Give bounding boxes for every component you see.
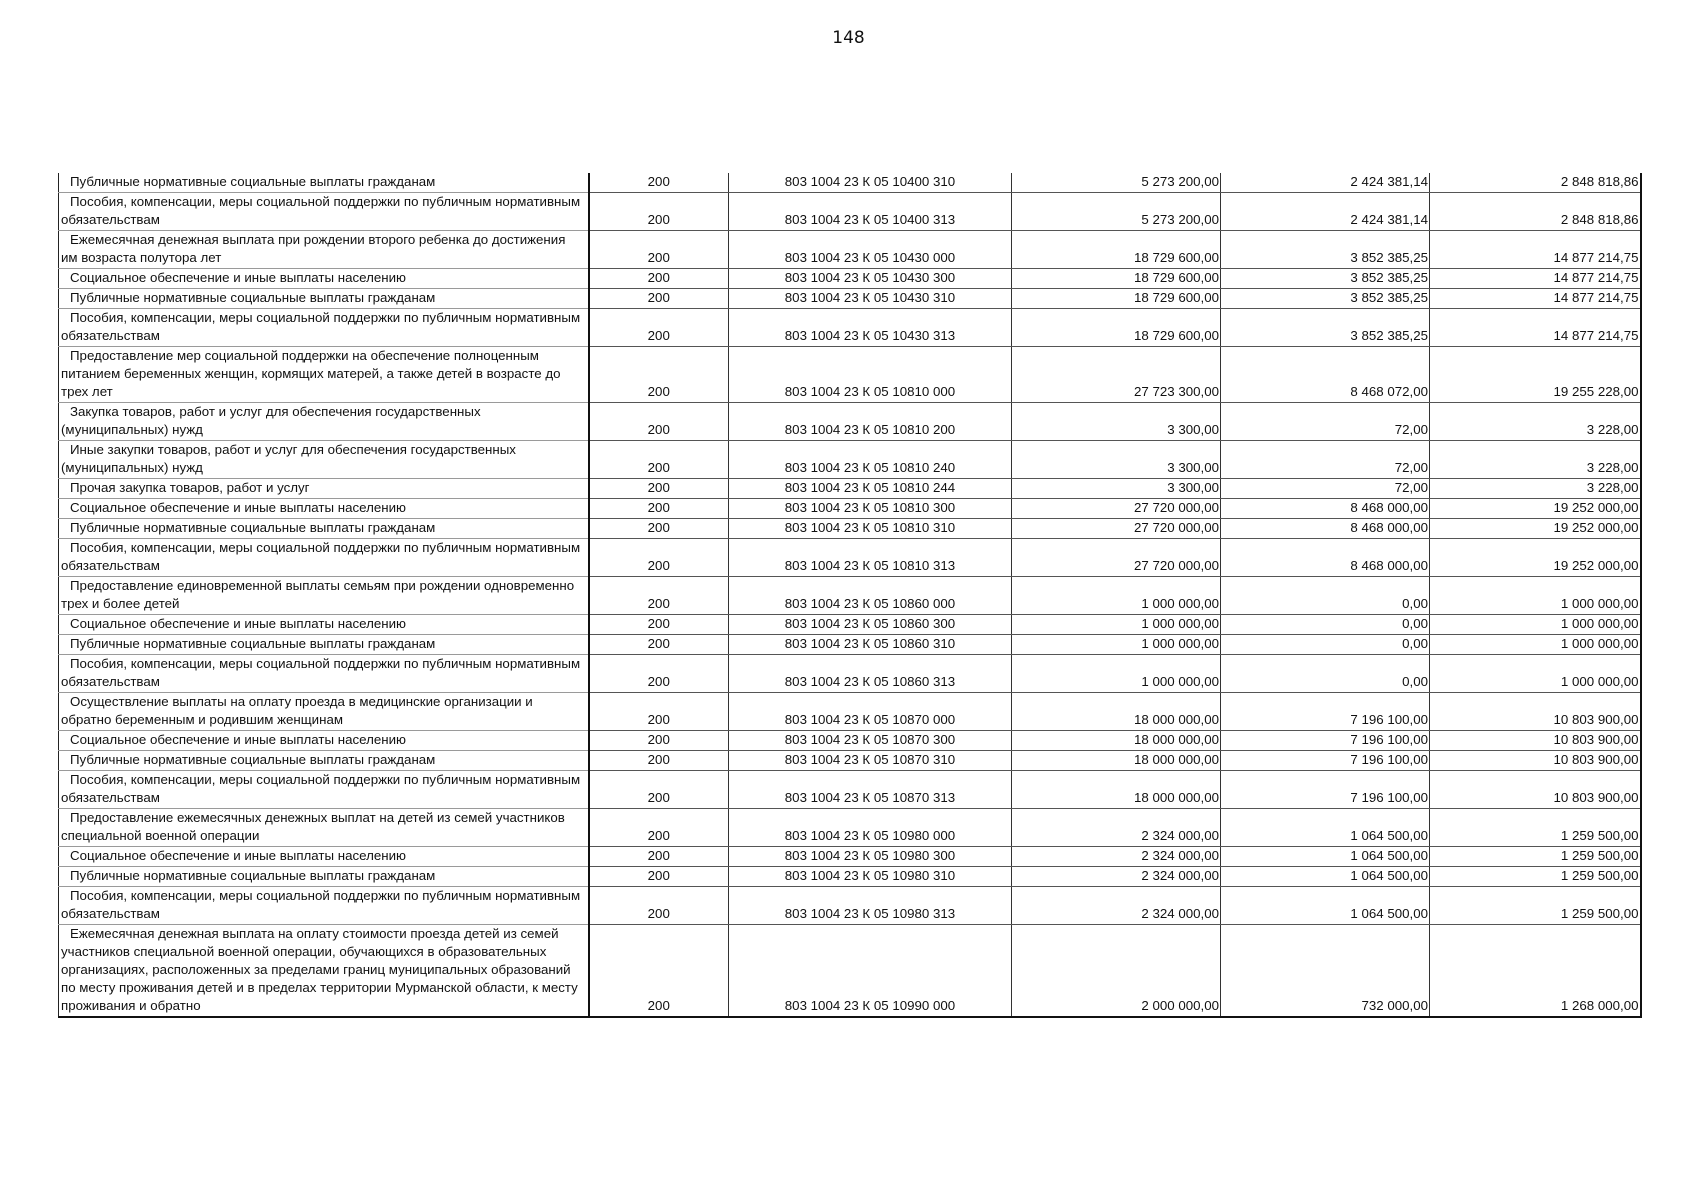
row-classification-cell: 803 1004 23 К 05 10870 000 bbox=[729, 693, 1012, 731]
row-approved-cell: 1 000 000,00 bbox=[1012, 615, 1221, 635]
page-number: 148 bbox=[832, 28, 865, 48]
table-row bbox=[59, 441, 1641, 479]
row-classification-cell: 803 1004 23 К 05 10810 300 bbox=[729, 499, 1012, 519]
row-line-code-cell: 200 bbox=[589, 309, 729, 347]
row-line-code-cell: 200 bbox=[589, 289, 729, 309]
row-name-cell: Предоставление единовременной выплаты семьям при рождении одновременно трех и более детей bbox=[59, 577, 589, 615]
row-approved-cell: 2 000 000,00 bbox=[1012, 925, 1221, 1018]
row-executed-cell: 1 064 500,00 bbox=[1221, 867, 1430, 887]
table-row bbox=[59, 193, 1641, 231]
row-executed-cell: 0,00 bbox=[1221, 635, 1430, 655]
row-executed-cell: 1 064 500,00 bbox=[1221, 887, 1430, 925]
row-line-code-cell: 200 bbox=[589, 173, 729, 193]
row-executed-cell: 2 424 381,14 bbox=[1221, 193, 1430, 231]
row-line-code-cell: 200 bbox=[589, 655, 729, 693]
row-classification-cell: 803 1004 23 К 05 10810 244 bbox=[729, 479, 1012, 499]
row-executed-cell: 3 852 385,25 bbox=[1221, 309, 1430, 347]
row-name-cell: Публичные нормативные социальные выплаты гражданам bbox=[59, 867, 589, 887]
row-executed-cell: 7 196 100,00 bbox=[1221, 693, 1430, 731]
row-unexecuted-cell: 1 000 000,00 bbox=[1430, 615, 1641, 635]
row-executed-cell: 8 468 000,00 bbox=[1221, 499, 1430, 519]
row-unexecuted-cell: 1 259 500,00 bbox=[1430, 887, 1641, 925]
row-name-cell: Социальное обеспечение и иные выплаты населению bbox=[59, 269, 589, 289]
row-classification-cell: 803 1004 23 К 05 10430 000 bbox=[729, 231, 1012, 269]
row-name-cell: Социальное обеспечение и иные выплаты населению bbox=[59, 731, 589, 751]
row-line-code-cell: 200 bbox=[589, 403, 729, 441]
row-classification-cell: 803 1004 23 К 05 10400 310 bbox=[729, 173, 1012, 193]
row-executed-cell: 3 852 385,25 bbox=[1221, 269, 1430, 289]
row-name-cell: Пособия, компенсации, меры социальной поддержки по публичным нормативным обязательствам bbox=[59, 887, 589, 925]
row-line-code-cell: 200 bbox=[589, 231, 729, 269]
row-name-cell: Ежемесячная денежная выплата при рождении второго ребенка до достижения им возраста полутора лет bbox=[59, 231, 589, 269]
row-approved-cell: 2 324 000,00 bbox=[1012, 809, 1221, 847]
row-unexecuted-cell: 14 877 214,75 bbox=[1430, 231, 1641, 269]
row-executed-cell: 2 424 381,14 bbox=[1221, 173, 1430, 193]
row-classification-cell: 803 1004 23 К 05 10430 310 bbox=[729, 289, 1012, 309]
row-name-cell: Пособия, компенсации, меры социальной поддержки по публичным нормативным обязательствам bbox=[59, 771, 589, 809]
row-line-code-cell: 200 bbox=[589, 887, 729, 925]
row-approved-cell: 27 720 000,00 bbox=[1012, 539, 1221, 577]
table-row bbox=[59, 479, 1641, 499]
row-line-code-cell: 200 bbox=[589, 499, 729, 519]
row-approved-cell: 18 729 600,00 bbox=[1012, 309, 1221, 347]
table-row bbox=[59, 655, 1641, 693]
row-approved-cell: 18 000 000,00 bbox=[1012, 693, 1221, 731]
table-row bbox=[59, 309, 1641, 347]
row-classification-cell: 803 1004 23 К 05 10430 300 bbox=[729, 269, 1012, 289]
row-unexecuted-cell: 10 803 900,00 bbox=[1430, 771, 1641, 809]
row-classification-cell: 803 1004 23 К 05 10980 000 bbox=[729, 809, 1012, 847]
row-executed-cell: 7 196 100,00 bbox=[1221, 731, 1430, 751]
row-approved-cell: 3 300,00 bbox=[1012, 441, 1221, 479]
table-row bbox=[59, 403, 1641, 441]
table-row bbox=[59, 347, 1641, 403]
row-unexecuted-cell: 1 259 500,00 bbox=[1430, 847, 1641, 867]
row-line-code-cell: 200 bbox=[589, 693, 729, 731]
table-row bbox=[59, 731, 1641, 751]
row-unexecuted-cell: 14 877 214,75 bbox=[1430, 289, 1641, 309]
table-row bbox=[59, 539, 1641, 577]
row-approved-cell: 1 000 000,00 bbox=[1012, 577, 1221, 615]
table-row bbox=[59, 847, 1641, 867]
table-row bbox=[59, 693, 1641, 731]
row-unexecuted-cell: 1 000 000,00 bbox=[1430, 635, 1641, 655]
row-approved-cell: 2 324 000,00 bbox=[1012, 847, 1221, 867]
table-row bbox=[59, 635, 1641, 655]
table-row bbox=[59, 577, 1641, 615]
row-classification-cell: 803 1004 23 К 05 10870 300 bbox=[729, 731, 1012, 751]
row-name-cell: Публичные нормативные социальные выплаты гражданам bbox=[59, 751, 589, 771]
row-line-code-cell: 200 bbox=[589, 771, 729, 809]
row-classification-cell: 803 1004 23 К 05 10870 310 bbox=[729, 751, 1012, 771]
row-approved-cell: 27 720 000,00 bbox=[1012, 499, 1221, 519]
table-row bbox=[59, 771, 1641, 809]
row-name-cell: Публичные нормативные социальные выплаты гражданам bbox=[59, 519, 589, 539]
row-unexecuted-cell: 3 228,00 bbox=[1430, 441, 1641, 479]
budget-execution-table bbox=[58, 173, 1642, 1018]
row-line-code-cell: 200 bbox=[589, 269, 729, 289]
row-executed-cell: 7 196 100,00 bbox=[1221, 771, 1430, 809]
row-approved-cell: 3 300,00 bbox=[1012, 479, 1221, 499]
row-classification-cell: 803 1004 23 К 05 10980 313 bbox=[729, 887, 1012, 925]
row-name-cell: Социальное обеспечение и иные выплаты населению bbox=[59, 499, 589, 519]
row-executed-cell: 1 064 500,00 bbox=[1221, 847, 1430, 867]
row-name-cell: Публичные нормативные социальные выплаты гражданам bbox=[59, 173, 589, 193]
row-line-code-cell: 200 bbox=[589, 615, 729, 635]
row-unexecuted-cell: 2 848 818,86 bbox=[1430, 193, 1641, 231]
row-line-code-cell: 200 bbox=[589, 193, 729, 231]
row-classification-cell: 803 1004 23 К 05 10990 000 bbox=[729, 925, 1012, 1018]
row-unexecuted-cell: 1 268 000,00 bbox=[1430, 925, 1641, 1018]
table-row bbox=[59, 519, 1641, 539]
row-classification-cell: 803 1004 23 К 05 10860 300 bbox=[729, 615, 1012, 635]
row-name-cell: Публичные нормативные социальные выплаты гражданам bbox=[59, 635, 589, 655]
row-name-cell: Осуществление выплаты на оплату проезда в медицинские организации и обратно беременным и родившим женщинам bbox=[59, 693, 589, 731]
row-executed-cell: 3 852 385,25 bbox=[1221, 289, 1430, 309]
table-row bbox=[59, 499, 1641, 519]
row-name-cell: Предоставление ежемесячных денежных выплат на детей из семей участников специальной военной операции bbox=[59, 809, 589, 847]
row-executed-cell: 8 468 000,00 bbox=[1221, 519, 1430, 539]
row-line-code-cell: 200 bbox=[589, 479, 729, 499]
row-executed-cell: 72,00 bbox=[1221, 403, 1430, 441]
row-classification-cell: 803 1004 23 К 05 10980 300 bbox=[729, 847, 1012, 867]
row-line-code-cell: 200 bbox=[589, 519, 729, 539]
table-row bbox=[59, 289, 1641, 309]
row-name-cell: Пособия, компенсации, меры социальной поддержки по публичным нормативным обязательствам bbox=[59, 539, 589, 577]
row-executed-cell: 0,00 bbox=[1221, 577, 1430, 615]
row-unexecuted-cell: 1 259 500,00 bbox=[1430, 867, 1641, 887]
row-classification-cell: 803 1004 23 К 05 10810 240 bbox=[729, 441, 1012, 479]
row-unexecuted-cell: 1 000 000,00 bbox=[1430, 655, 1641, 693]
row-name-cell: Предоставление мер социальной поддержки на обеспечение полноценным питанием беременных женщин, кормящих матерей, а также детей в возрасте до трех лет bbox=[59, 347, 589, 403]
row-line-code-cell: 200 bbox=[589, 441, 729, 479]
row-line-code-cell: 200 bbox=[589, 539, 729, 577]
row-classification-cell: 803 1004 23 К 05 10400 313 bbox=[729, 193, 1012, 231]
row-unexecuted-cell: 2 848 818,86 bbox=[1430, 173, 1641, 193]
row-executed-cell: 7 196 100,00 bbox=[1221, 751, 1430, 771]
row-executed-cell: 72,00 bbox=[1221, 479, 1430, 499]
row-executed-cell: 3 852 385,25 bbox=[1221, 231, 1430, 269]
table-row bbox=[59, 269, 1641, 289]
row-unexecuted-cell: 19 255 228,00 bbox=[1430, 347, 1641, 403]
row-classification-cell: 803 1004 23 К 05 10810 200 bbox=[729, 403, 1012, 441]
table-row bbox=[59, 925, 1641, 1018]
row-line-code-cell: 200 bbox=[589, 577, 729, 615]
row-executed-cell: 72,00 bbox=[1221, 441, 1430, 479]
row-classification-cell: 803 1004 23 К 05 10810 313 bbox=[729, 539, 1012, 577]
row-classification-cell: 803 1004 23 К 05 10980 310 bbox=[729, 867, 1012, 887]
row-line-code-cell: 200 bbox=[589, 635, 729, 655]
row-unexecuted-cell: 19 252 000,00 bbox=[1430, 499, 1641, 519]
row-line-code-cell: 200 bbox=[589, 731, 729, 751]
row-name-cell: Социальное обеспечение и иные выплаты населению bbox=[59, 615, 589, 635]
row-name-cell: Социальное обеспечение и иные выплаты населению bbox=[59, 847, 589, 867]
row-name-cell: Пособия, компенсации, меры социальной поддержки по публичным нормативным обязательствам bbox=[59, 193, 589, 231]
row-executed-cell: 0,00 bbox=[1221, 615, 1430, 635]
row-name-cell: Ежемесячная денежная выплата на оплату стоимости проезда детей из семей участников специальной военной операции, обучающихся в образовательных организациях, расположенных за пределами границ муниципальных образований по месту проживания детей и в пределах территории Мурманской области, к месту проживания и обратно bbox=[59, 925, 589, 1018]
row-approved-cell: 18 729 600,00 bbox=[1012, 231, 1221, 269]
row-unexecuted-cell: 1 000 000,00 bbox=[1430, 577, 1641, 615]
table-row bbox=[59, 615, 1641, 635]
row-classification-cell: 803 1004 23 К 05 10870 313 bbox=[729, 771, 1012, 809]
row-line-code-cell: 200 bbox=[589, 867, 729, 887]
row-line-code-cell: 200 bbox=[589, 347, 729, 403]
row-approved-cell: 3 300,00 bbox=[1012, 403, 1221, 441]
row-name-cell: Пособия, компенсации, меры социальной поддержки по публичным нормативным обязательствам bbox=[59, 309, 589, 347]
row-approved-cell: 27 720 000,00 bbox=[1012, 519, 1221, 539]
row-approved-cell: 1 000 000,00 bbox=[1012, 655, 1221, 693]
row-approved-cell: 18 000 000,00 bbox=[1012, 731, 1221, 751]
row-unexecuted-cell: 19 252 000,00 bbox=[1430, 519, 1641, 539]
row-unexecuted-cell: 19 252 000,00 bbox=[1430, 539, 1641, 577]
row-classification-cell: 803 1004 23 К 05 10810 000 bbox=[729, 347, 1012, 403]
row-executed-cell: 8 468 072,00 bbox=[1221, 347, 1430, 403]
table-row bbox=[59, 809, 1641, 847]
row-name-cell: Прочая закупка товаров, работ и услуг bbox=[59, 479, 589, 499]
row-approved-cell: 2 324 000,00 bbox=[1012, 867, 1221, 887]
row-approved-cell: 5 273 200,00 bbox=[1012, 193, 1221, 231]
row-approved-cell: 1 000 000,00 bbox=[1012, 635, 1221, 655]
row-classification-cell: 803 1004 23 К 05 10860 000 bbox=[729, 577, 1012, 615]
row-line-code-cell: 200 bbox=[589, 847, 729, 867]
row-approved-cell: 18 729 600,00 bbox=[1012, 269, 1221, 289]
row-unexecuted-cell: 3 228,00 bbox=[1430, 479, 1641, 499]
row-name-cell: Закупка товаров, работ и услуг для обеспечения государственных (муниципальных) нужд bbox=[59, 403, 589, 441]
table-body bbox=[59, 173, 1641, 1017]
row-name-cell: Иные закупки товаров, работ и услуг для обеспечения государственных (муниципальных) нужд bbox=[59, 441, 589, 479]
row-classification-cell: 803 1004 23 К 05 10430 313 bbox=[729, 309, 1012, 347]
row-classification-cell: 803 1004 23 К 05 10860 313 bbox=[729, 655, 1012, 693]
row-approved-cell: 2 324 000,00 bbox=[1012, 887, 1221, 925]
table-row bbox=[59, 231, 1641, 269]
table-row bbox=[59, 173, 1641, 193]
row-unexecuted-cell: 10 803 900,00 bbox=[1430, 693, 1641, 731]
row-line-code-cell: 200 bbox=[589, 809, 729, 847]
row-classification-cell: 803 1004 23 К 05 10860 310 bbox=[729, 635, 1012, 655]
row-name-cell: Пособия, компенсации, меры социальной поддержки по публичным нормативным обязательствам bbox=[59, 655, 589, 693]
row-unexecuted-cell: 3 228,00 bbox=[1430, 403, 1641, 441]
row-line-code-cell: 200 bbox=[589, 925, 729, 1018]
row-approved-cell: 5 273 200,00 bbox=[1012, 173, 1221, 193]
table-row bbox=[59, 867, 1641, 887]
row-approved-cell: 18 000 000,00 bbox=[1012, 751, 1221, 771]
row-executed-cell: 732 000,00 bbox=[1221, 925, 1430, 1018]
row-name-cell: Публичные нормативные социальные выплаты гражданам bbox=[59, 289, 589, 309]
row-executed-cell: 0,00 bbox=[1221, 655, 1430, 693]
row-executed-cell: 8 468 000,00 bbox=[1221, 539, 1430, 577]
row-classification-cell: 803 1004 23 К 05 10810 310 bbox=[729, 519, 1012, 539]
table-row bbox=[59, 887, 1641, 925]
row-line-code-cell: 200 bbox=[589, 751, 729, 771]
row-approved-cell: 18 729 600,00 bbox=[1012, 289, 1221, 309]
row-approved-cell: 27 723 300,00 bbox=[1012, 347, 1221, 403]
row-unexecuted-cell: 10 803 900,00 bbox=[1430, 751, 1641, 771]
row-unexecuted-cell: 10 803 900,00 bbox=[1430, 731, 1641, 751]
table-row bbox=[59, 751, 1641, 771]
row-unexecuted-cell: 14 877 214,75 bbox=[1430, 269, 1641, 289]
row-executed-cell: 1 064 500,00 bbox=[1221, 809, 1430, 847]
row-unexecuted-cell: 1 259 500,00 bbox=[1430, 809, 1641, 847]
row-unexecuted-cell: 14 877 214,75 bbox=[1430, 309, 1641, 347]
row-approved-cell: 18 000 000,00 bbox=[1012, 771, 1221, 809]
